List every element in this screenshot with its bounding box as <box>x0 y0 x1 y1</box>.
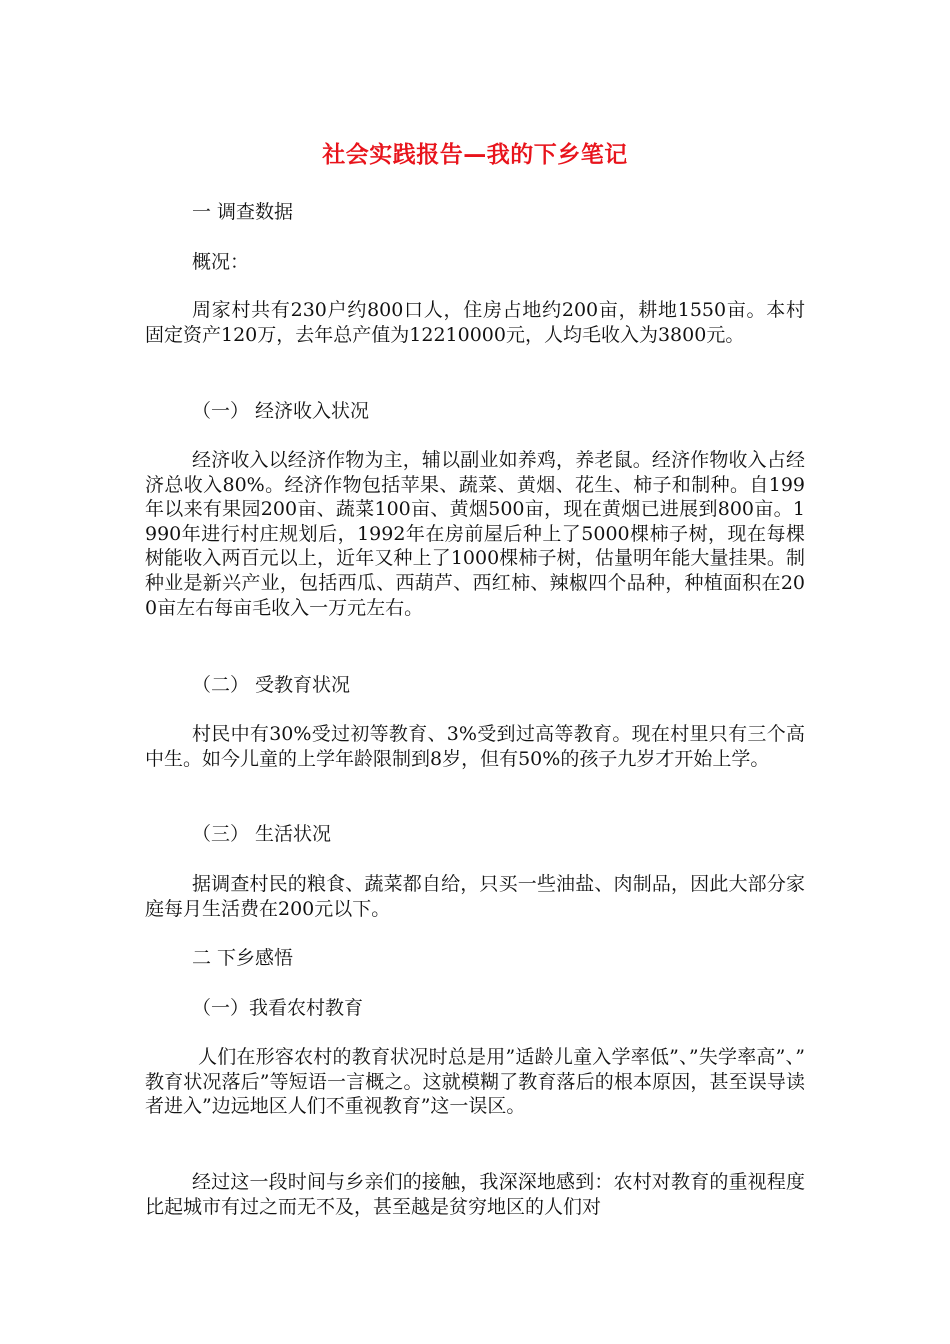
living-conditions-paragraph: 据调查村民的粮食、蔬菜都自给，只买一些油盐、肉制品，因此大部分家庭每月生活费在200元以下。 <box>145 873 805 920</box>
section-heading-survey-data: 一 调查数据 <box>192 201 294 223</box>
rural-education-paragraph-2: 经过这一段时间与乡亲们的接触，我深深地感到：农村对教育的重视程度比起城市有过之而无不及，甚至越是贫穷地区的人们对 <box>145 1171 805 1218</box>
rural-education-paragraph-1: 人们在形容农村的教育状况时总是用”适龄儿童入学率低”、”失学率高”、”教育状况落后”等短语一言概之。这就模糊了教育落后的根本原因，甚至误导读者进入”边远地区人们不重视教育”这一误区。 <box>145 1046 805 1118</box>
document-title: 社会实践报告—我的下乡笔记 <box>322 142 628 168</box>
overview-label: 概况： <box>192 251 250 273</box>
subheading-living-conditions: （三） 生活状况 <box>192 823 332 845</box>
section-heading-reflections: 二 下乡感悟 <box>192 947 294 969</box>
subheading-education: （二） 受教育状况 <box>192 674 351 696</box>
subheading-economic-income: （一） 经济收入状况 <box>192 400 370 422</box>
education-paragraph: 村民中有30%受过初等教育、3%受到过高等教育。现在村里只有三个高中生。如今儿童的上学年龄限制到8岁，但有50%的孩子九岁才开始上学。 <box>145 723 805 770</box>
economic-income-paragraph: 经济收入以经济作物为主，辅以副业如养鸡，养老鼠。经济作物收入占经济总收入80%。经济作物包括苹果、蔬菜、黄烟、花生、柿子和制种。自199年以来有果园200亩、蔬菜100亩、黄烟500亩，现在黄烟已进展到800亩。1990年进行村庄规划后，1992年在房前屋后种上了5000棵柿子树，现在每棵树能收入两百元以上，近年又种上了1000棵柿子树，估量明年能大量挂果。制种业是新兴产业，包括西瓜、西葫芦、西红柿、辣椒四个品种，种植面积在200亩左右每亩毛收入一万元左右。 <box>145 449 805 619</box>
subheading-rural-education: （一）我看农村教育 <box>192 997 364 1019</box>
overview-paragraph: 周家村共有230户约800口人，住房占地约200亩，耕地1550亩。本村固定资产120万，去年总产值为12210000元，人均毛收入为3800元。 <box>145 299 805 346</box>
